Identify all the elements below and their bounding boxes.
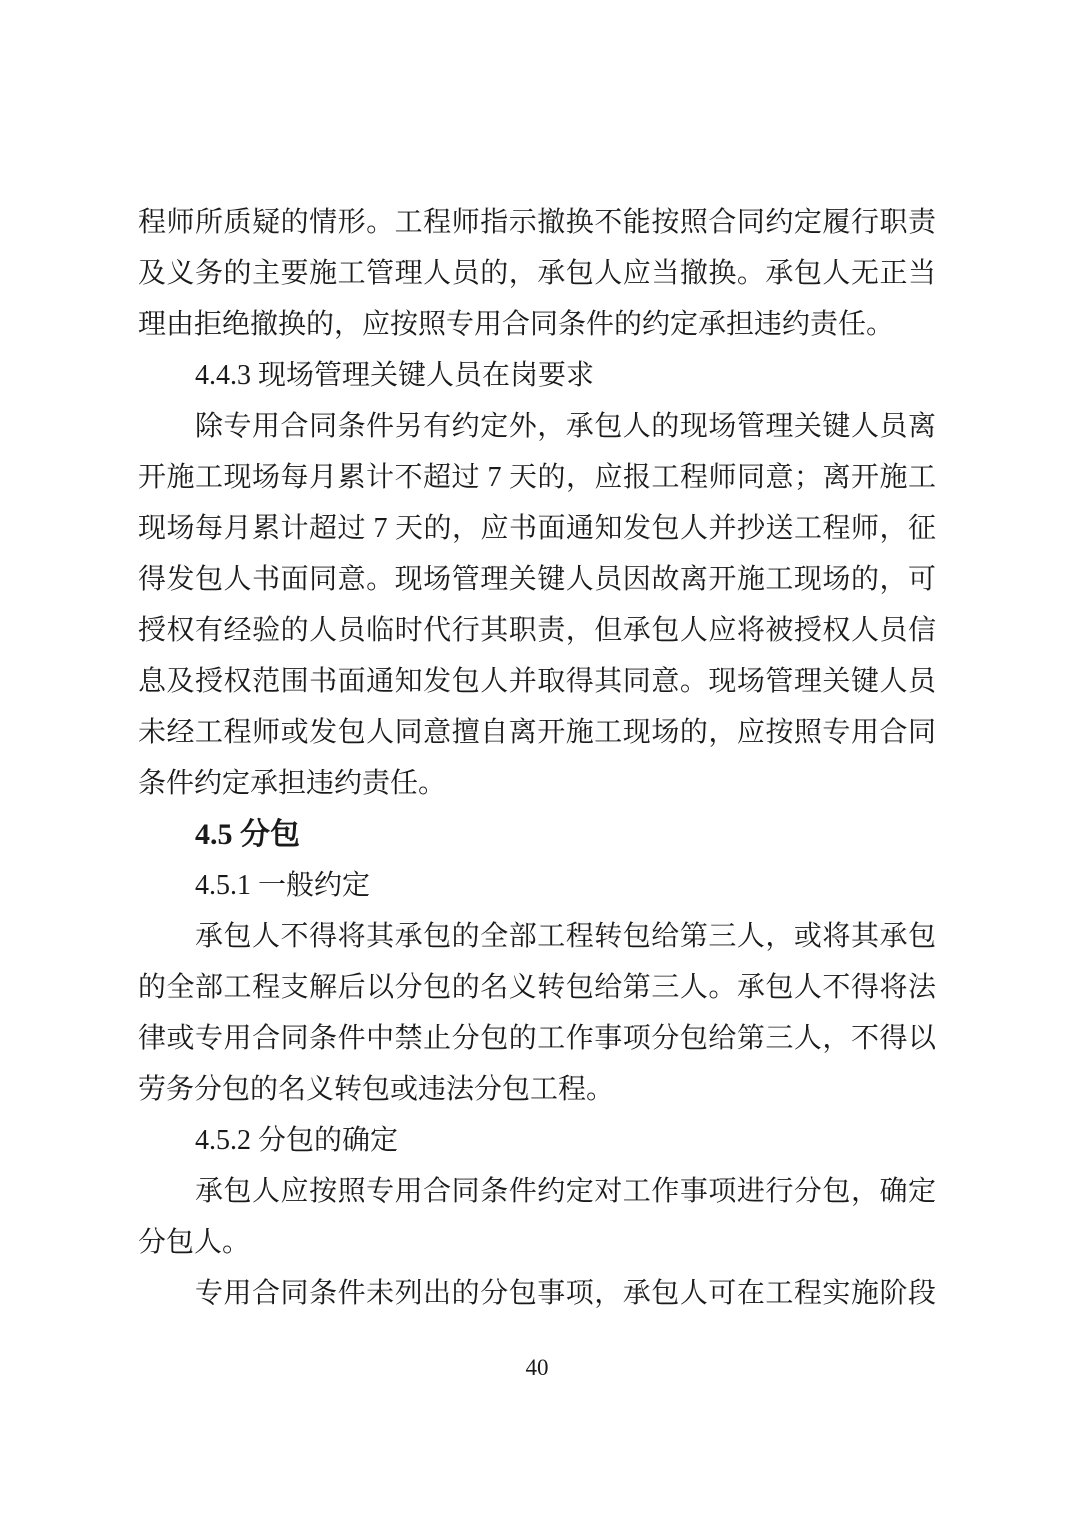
text-line: 开施工现场每月累计不超过 7 天的，应报工程师同意；离开施工: [138, 462, 936, 493]
text-line: 程师所质疑的情形。工程师指示撤换不能按照合同约定履行职责: [138, 207, 936, 238]
text-line: 息及授权范围书面通知发包人并取得其同意。现场管理关键人员: [138, 666, 936, 697]
text-line: 承包人不得将其承包的全部工程转包给第三人，或将其承包: [195, 921, 936, 952]
text-line: 得发包人书面同意。现场管理关键人员因故离开施工现场的，可: [138, 564, 936, 595]
page-number: 40: [525, 1355, 549, 1380]
text-line: 劳务分包的名义转包或违法分包工程。: [138, 1074, 615, 1105]
text-line: 律或专用合同条件中禁止分包的工作事项分包给第三人，不得以: [138, 1023, 936, 1054]
text-line: 现场每月累计超过 7 天的，应书面通知发包人并抄送工程师，征: [138, 513, 936, 544]
heading-4-5-2: 4.5.2 分包的确定: [195, 1125, 399, 1156]
page-footer: [0, 1355, 1074, 1381]
text-line: 专用合同条件未列出的分包事项，承包人可在工程实施阶段: [195, 1278, 936, 1309]
heading-4-5: 4.5 分包: [195, 818, 300, 851]
text-line: 及义务的主要施工管理人员的，承包人应当撤换。承包人无正当: [138, 258, 936, 289]
contract-text: [138, 197, 936, 1319]
text-line: 的全部工程支解后以分包的名义转包给第三人。承包人不得将法: [138, 972, 936, 1003]
heading-4-5-1: 4.5.1 一般约定: [195, 870, 371, 901]
text-line: 分包人。: [138, 1227, 251, 1258]
text-line: 授权有经验的人员临时代行其职责，但承包人应将被授权人员信: [138, 615, 936, 646]
text-line: 理由拒绝撤换的，应按照专用合同条件的约定承担违约责任。: [138, 309, 895, 340]
text-line: 条件约定承担违约责任。: [138, 768, 447, 799]
text-line: 承包人应按照专用合同条件约定对工作事项进行分包，确定: [195, 1176, 936, 1207]
heading-4-4-3: 4.4.3 现场管理关键人员在岗要求: [195, 360, 595, 391]
text-line: 除专用合同条件另有约定外，承包人的现场管理关键人员离: [195, 411, 936, 442]
text-line: 未经工程师或发包人同意擅自离开施工现场的，应按照专用合同: [138, 717, 936, 748]
